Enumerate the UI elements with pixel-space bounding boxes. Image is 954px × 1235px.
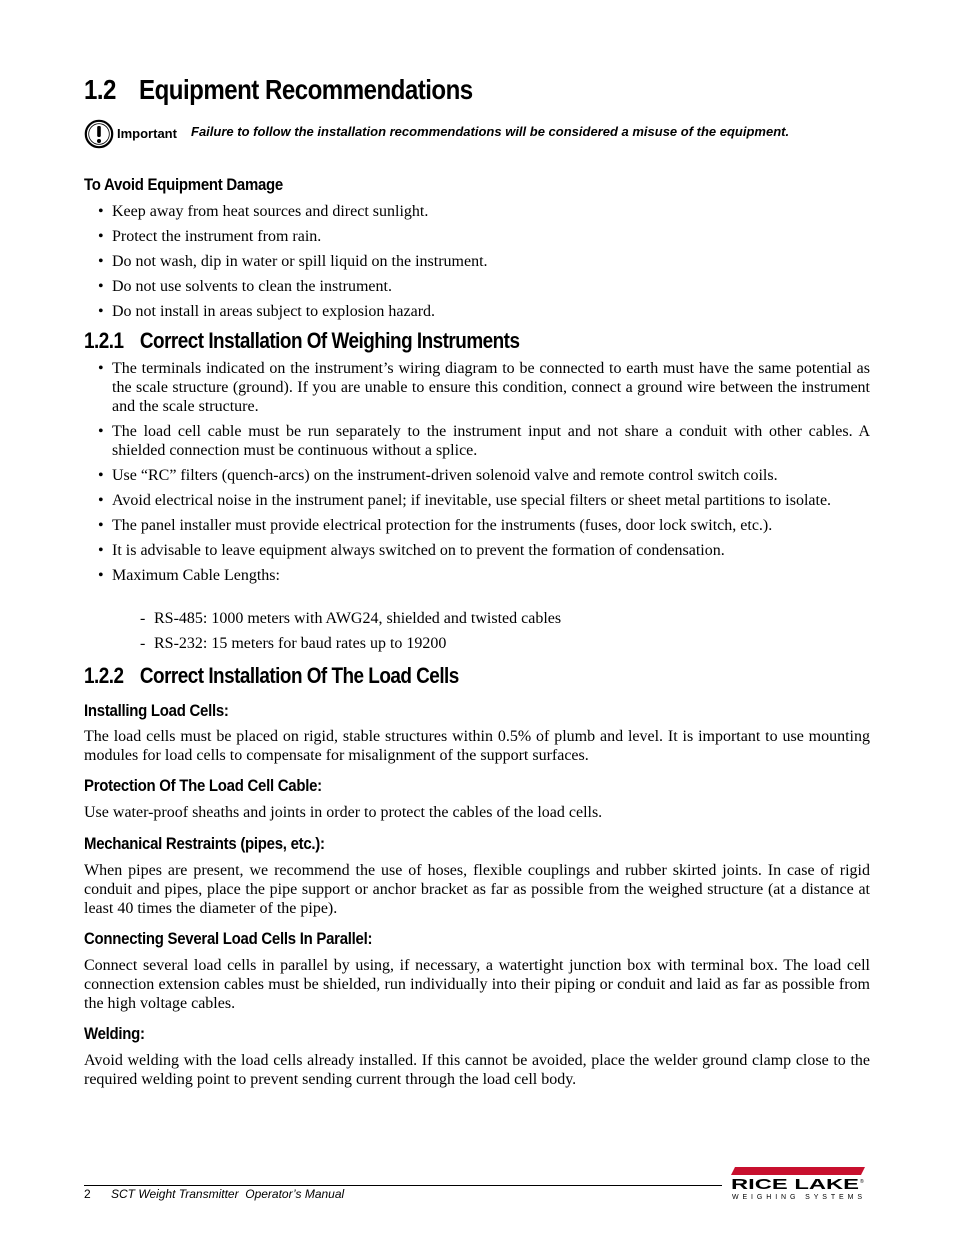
list-item-text: The load cell cable must be run separately to the instrument input and not share a conduit with other cables. A shielded connection must be continuous without a splice. [112,423,870,459]
cable-length-item [140,634,561,659]
list-item-text: Do not install in areas subject to explosion hazard. [112,303,436,320]
manual-title: SCT Weight Transmitter Operator’s Manual [111,1187,345,1201]
list-item [84,202,870,221]
list-item [84,302,870,321]
list-item-text: Use “RC” filters (quench-arcs) on the instrument-driven solenoid valve and remote control switch coils. [112,467,778,484]
rice-lake-logo [729,1167,869,1203]
list-item-text: Avoid electrical noise in the instrument panel; if inevitable, use special filters or sheet metal partitions to isolate. [112,492,832,509]
list-item [84,516,870,535]
bullet-marker: • [98,203,104,220]
list-item [84,227,870,246]
subsection-heading-1-2-1 [84,328,519,354]
bullet-marker: • [98,360,104,377]
list-item-text: It is advisable to leave equipment always switched on to prevent the formation of condensation. [112,542,725,559]
subsection-title: Correct Installation Of The Load Cells [139,663,459,688]
logo-red-bar [731,1167,865,1175]
subsection-number: 1.2.1 [84,328,124,353]
welding-heading: Welding: [84,1024,145,1043]
bullet-marker: • [98,492,104,509]
subsection-number: 1.2.2 [84,663,124,688]
cable-lengths-list [140,609,561,658]
list-item [84,277,870,296]
avoid-damage-list [84,202,870,327]
logo-tagline: WEIGHING SYSTEMS [732,1194,862,1201]
parallel-heading: Connecting Several Load Cells In Parallel: [84,929,373,948]
protection-heading: Protection Of The Load Cell Cable: [84,776,322,795]
list-item-text: Protect the instrument from rain. [112,228,322,245]
subsection-title: Correct Installation Of Weighing Instruments [139,328,520,353]
list-item-text: Do not use solvents to clean the instrument. [112,278,392,295]
list-item-text: Do not wash, dip in water or spill liquid on the instrument. [112,253,488,270]
dash-marker: - [140,634,146,652]
list-item-text: Keep away from heat sources and direct sunlight. [112,203,429,220]
list-item-text: The terminals indicated on the instrument’s wiring diagram to be connected to earth must have the same potential as the scale structure (ground). If you are unable to ensure this condition, connect a ground wire between the instrument and the scale structure. [112,360,870,415]
parallel-text: Connect several load cells in parallel by using, if necessary, a watertight junction box with terminal box. The load cell connection extension cables must be shielded, run individually into their piping or conduit and laid as far as possible from the high voltage cables. [84,957,870,1012]
installing-heading: Installing Load Cells: [84,701,229,720]
logo-name: RICE LAKE [731,1176,859,1193]
dash-marker: - [140,610,146,627]
restraints-heading: Mechanical Restraints (pipes, etc.): [84,834,325,853]
section-heading [84,74,473,106]
bullet-marker: • [98,542,104,559]
important-label: Important [117,126,177,141]
list-item-text: The panel installer must provide electrical protection for the instruments (fuses, door lock switch, etc.). [112,517,773,534]
list-item-text: Maximum Cable Lengths: [112,567,280,584]
cable-length-text: RS-232: 15 meters for baud rates up to 19200 [154,634,447,652]
protection-text: Use water-proof sheaths and joints in order to protect the cables of the load cells. [84,804,603,821]
bullet-marker: • [98,278,104,295]
footer-rule [84,1185,722,1186]
bullet-marker: • [98,467,104,484]
list-item [84,252,870,271]
bullet-marker: • [98,567,104,584]
list-item [84,466,870,485]
bullet-marker: • [98,423,104,440]
bullet-marker: • [98,303,104,320]
exclamation-circle-icon [84,119,114,149]
important-note [84,119,874,151]
avoid-damage-heading: To Avoid Equipment Damage [84,175,283,194]
installing-text: The load cells must be placed on rigid, stable structures within 0.5% of plumb and level. It is important to use mounting modules for load cells to compensate for misalignment of the support surfaces. [84,728,870,764]
cable-length-item [140,609,561,634]
subsection-heading-1-2-2 [84,663,459,689]
logo-mark: ® [860,1179,864,1185]
list-item [84,541,870,560]
list-item [84,422,870,460]
bullet-marker: • [98,517,104,534]
list-item [84,566,870,585]
bullet-marker: • [98,228,104,245]
list-item [84,359,870,416]
bullet-marker: • [98,253,104,270]
section-title: Equipment Recommendations [139,74,473,105]
cable-length-text: RS-485: 1000 meters with AWG24, shielded and twisted cables [154,610,562,627]
important-text: Failure to follow the installation recommendations will be considered a misuse of the equipment. [191,124,790,139]
installation-list [84,359,870,591]
section-number: 1.2 [84,74,116,105]
list-item [84,491,870,510]
page-number: 2 [84,1187,91,1201]
welding-text: Avoid welding with the load cells already installed. If this cannot be avoided, place the welder ground clamp close to the required welding point to prevent sending current through the load cell body. [84,1052,870,1088]
restraints-text: When pipes are present, we recommend the use of hoses, flexible couplings and rubber skirted joints. In case of rigid conduit and pipes, place the pipe support or anchor bracket as far as possible from the weighed structure (at a distance at least 40 times the diameter of the pipe). [84,862,870,917]
